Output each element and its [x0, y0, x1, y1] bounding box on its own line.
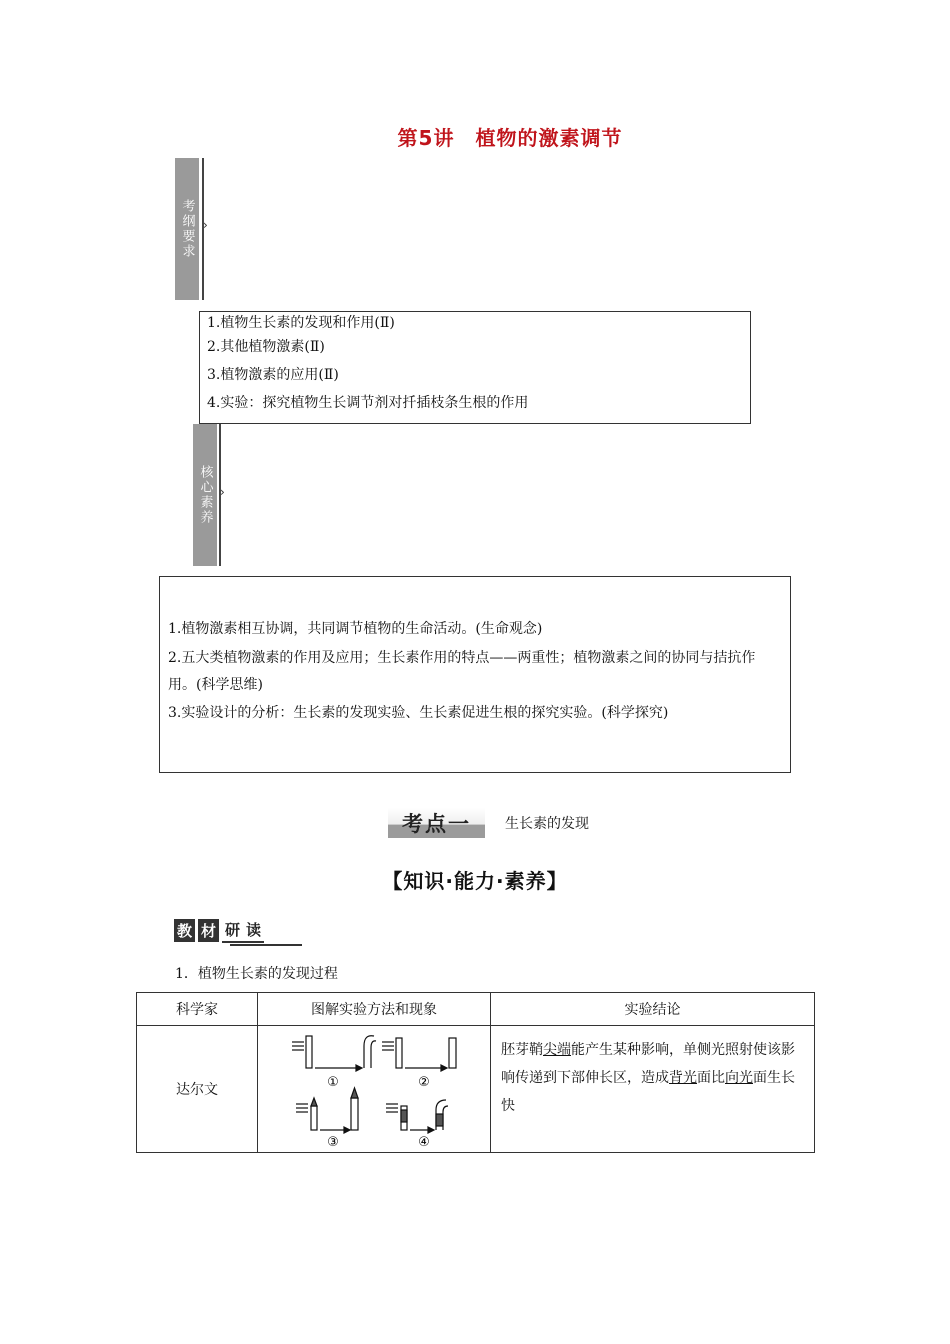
- page-title: 第5讲 植物的激素调节: [397, 126, 623, 150]
- figure-cell: [258, 1026, 491, 1153]
- kaodian-subtitle: 生长素的发现: [505, 816, 589, 832]
- discovery-table: [136, 992, 815, 1153]
- darwin-experiment-figure: [258, 1026, 486, 1148]
- section-heading: 【知识·能力·素养】: [382, 869, 568, 893]
- conclusion-text: 能产生某种影响，单侧光照射使该影响传递到下部伸长区，造成: [501, 1042, 795, 1086]
- light-arrows-icon: [296, 1104, 308, 1112]
- scientist-cell: 达尔文: [137, 1026, 258, 1153]
- table-header: 图解实验方法和现象: [258, 993, 491, 1026]
- figure-label: ②: [418, 1075, 430, 1090]
- conclusion-underlined: 背光: [669, 1070, 697, 1086]
- table-header: 科学家: [137, 993, 258, 1026]
- conclusion-underlined: 尖端: [543, 1042, 571, 1058]
- chevron-right-icon: ›: [203, 218, 208, 232]
- core-item: 2.五大类植物激素的作用及应用；生长素作用的特点——两重性；植物激素之间的协同与拮抗作用。(科学思维): [168, 650, 756, 693]
- core-box: [159, 576, 791, 773]
- figure-label: ③: [327, 1135, 339, 1148]
- light-arrows-icon: [292, 1042, 304, 1050]
- badge-char: 读: [243, 918, 264, 943]
- outline-item: 2.其他植物激素(Ⅱ): [207, 339, 325, 355]
- outline-item: 3.植物激素的应用(Ⅱ): [207, 367, 339, 383]
- table-row: [137, 1026, 815, 1153]
- jiaocai-yandu-badge: [174, 918, 264, 943]
- conclusion-text: 胚芽鞘: [501, 1042, 543, 1058]
- outline-item: 1.植物生长素的发现和作用(Ⅱ): [207, 315, 395, 331]
- figure-label: ①: [327, 1075, 339, 1090]
- light-arrows-icon: [386, 1104, 398, 1112]
- outline-tab: 考纲要求: [175, 158, 199, 300]
- badge-char: 材: [198, 919, 219, 942]
- badge-char: 教: [174, 919, 195, 942]
- table-header-row: [137, 993, 815, 1026]
- conclusion-cell: [491, 1026, 815, 1153]
- core-item: 3.实验设计的分析：生长素的发现实验、生长素促进生根的探究实验。(科学探究): [168, 705, 669, 721]
- kaodian-heading: [388, 808, 589, 838]
- badge-char: 研: [222, 918, 243, 943]
- light-arrows-icon: [382, 1042, 394, 1050]
- conclusion-text: 面比: [697, 1070, 725, 1086]
- figure-label: ④: [418, 1135, 430, 1148]
- item-1-title: 1．植物生长素的发现过程: [175, 966, 338, 982]
- table-header: 实验结论: [491, 993, 815, 1026]
- kaodian-label: 考点一: [388, 808, 485, 838]
- core-item: 1.植物激素相互协调，共同调节植物的生命活动。(生命观念): [168, 621, 543, 637]
- conclusion-underlined: 向光: [725, 1070, 753, 1086]
- badge-underline: [230, 944, 302, 946]
- chevron-right-icon: ›: [220, 485, 225, 499]
- conclusion-text: 面生长快: [501, 1070, 795, 1114]
- outline-item: 4.实验：探究植物生长调节剂对扦插枝条生根的作用: [207, 395, 529, 411]
- outline-box: [199, 311, 751, 424]
- core-tab: 核心素养: [193, 424, 217, 566]
